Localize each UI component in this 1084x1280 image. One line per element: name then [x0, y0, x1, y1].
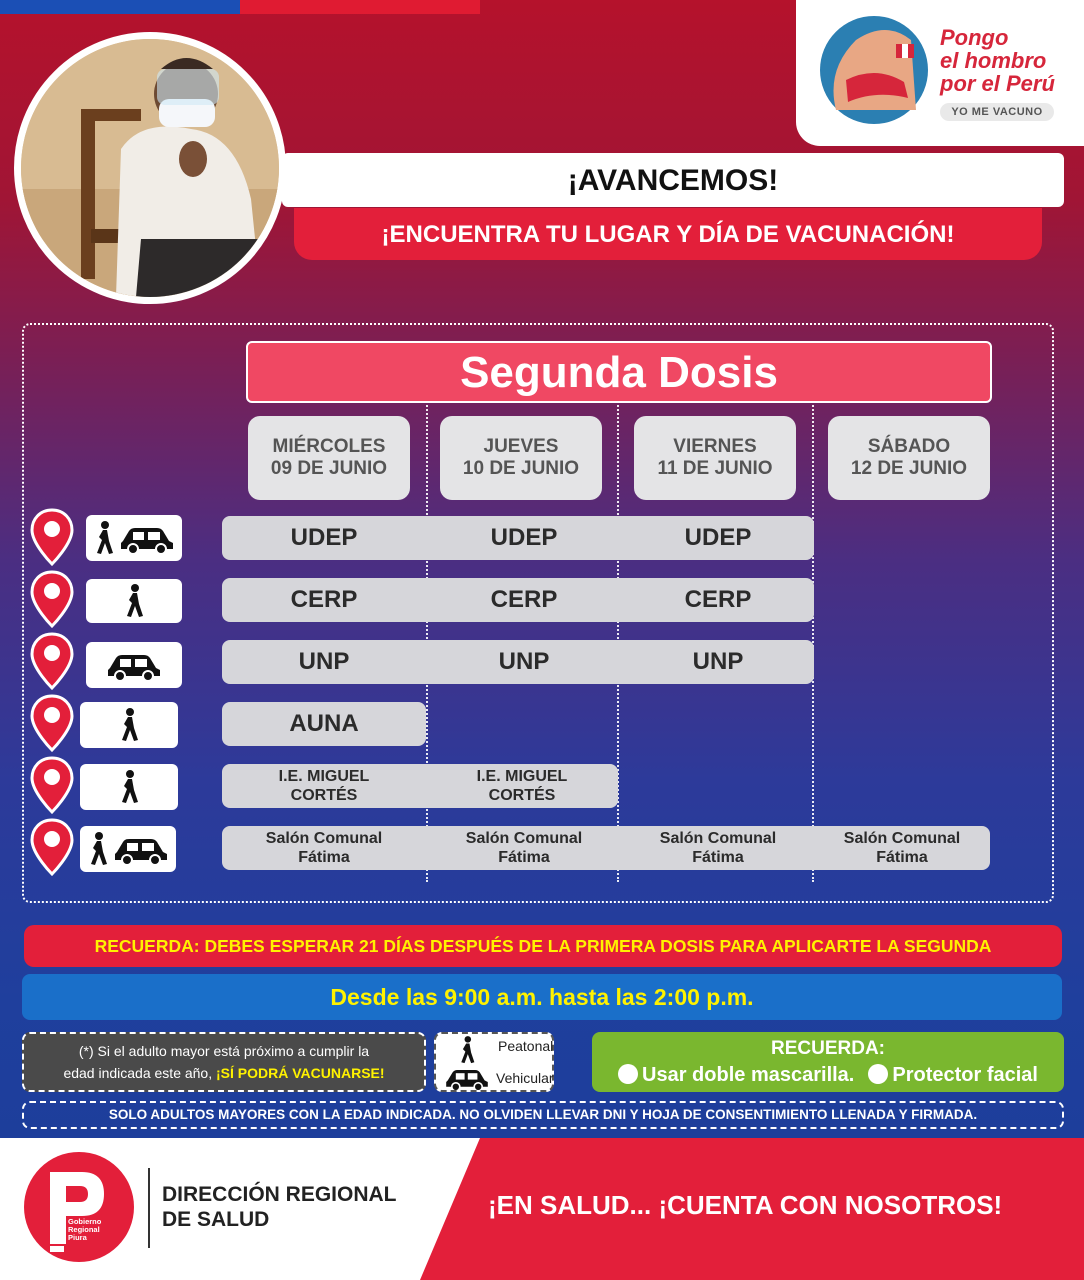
hours-banner: Desde las 9:00 a.m. hasta las 2:00 p.m.: [22, 974, 1062, 1020]
gr-line: Regional: [68, 1225, 100, 1234]
legend-walk-label: Peatonal: [498, 1038, 554, 1054]
venue-cell-line: Fátima: [498, 849, 550, 866]
venue-cell: [222, 764, 426, 808]
venue-cell-line: CORTÉS: [488, 787, 556, 804]
footer-divider: [148, 1168, 150, 1248]
protection-items: [592, 1064, 1064, 1087]
top-stripe-red: [240, 0, 480, 14]
legend-car-label: Vehicular: [496, 1070, 554, 1086]
venue-cell-line: I.E. MIGUEL: [476, 768, 568, 785]
gr-line: Gobierno: [68, 1217, 102, 1226]
venue-cell-line: Fátima: [692, 849, 744, 866]
campaign-pill: YO ME VACUNO: [940, 103, 1054, 121]
venue-cell: UNP: [498, 648, 550, 675]
senior-age-note: [22, 1032, 426, 1092]
venue-cell-line: I.E. MIGUEL: [278, 768, 370, 785]
day-card-thursday: [440, 416, 602, 500]
venue-cell: CERP: [490, 586, 558, 613]
location-pin-icon: [30, 756, 74, 814]
slogan-line-1: Pongo: [940, 25, 1009, 50]
day-card-saturday: [828, 416, 990, 500]
pedestrian-icon: [93, 521, 115, 555]
day-name: SÁBADO: [867, 436, 951, 457]
gobierno-regional-text: [68, 1218, 101, 1242]
venue-cell: [426, 826, 622, 870]
day-date: 09 DE JUNIO: [270, 458, 388, 479]
venue-cell: [426, 764, 618, 808]
day-card-wednesday: [248, 416, 410, 500]
mode-walk: [80, 764, 178, 810]
car-icon: [106, 650, 162, 680]
protection-item: [618, 1064, 854, 1087]
location-pin-icon: [30, 818, 74, 876]
location-pin-icon: [30, 694, 74, 752]
bullet-icon: [868, 1064, 888, 1084]
venue-cell: [622, 826, 814, 870]
venue-cell-line: Salón Comunal: [843, 830, 961, 847]
mode-walk-car: [80, 826, 176, 872]
protection-title: RECUERDA:: [771, 1038, 885, 1059]
day-date: 12 DE JUNIO: [850, 458, 968, 479]
mode-walk: [80, 702, 178, 748]
venue-row-udep: [222, 516, 814, 560]
note-line-2-text: edad indicada este año,: [63, 1065, 217, 1081]
slogan-line-3: por el Perú: [940, 71, 1055, 96]
venue-cell: CERP: [684, 586, 752, 613]
car-icon: [119, 523, 175, 553]
page-title: ¡AVANCEMOS!: [282, 153, 1064, 207]
venue-cell-line: Salón Comunal: [265, 830, 383, 847]
dir-line: DE SALUD: [162, 1208, 270, 1231]
pedestrian-icon: [458, 1036, 476, 1064]
day-name: JUEVES: [483, 436, 559, 457]
pedestrian-icon: [118, 770, 140, 804]
venue-cell: UDEP: [490, 524, 558, 551]
day-name: MIÉRCOLES: [272, 436, 386, 457]
venue-cell-line: Fátima: [876, 849, 928, 866]
day-date: 10 DE JUNIO: [462, 458, 580, 479]
venue-cell-line: Fátima: [298, 849, 350, 866]
note-line-1: (*) Si el adulto mayor está próximo a cumplir la: [78, 1043, 370, 1059]
venue-row-miguel-cortes: [222, 764, 618, 808]
requirements-banner: SOLO ADULTOS MAYORES CON LA EDAD INDICADA. NO OLVIDEN LLEVAR DNI Y HOJA DE CONSENTIMIENTO LLENADA Y FIRMADA.: [22, 1101, 1064, 1129]
bullet-icon: [618, 1064, 638, 1084]
venue-row-salon-fatima: [222, 826, 990, 870]
pedestrian-icon: [87, 832, 109, 866]
dosis-heading: Segunda Dosis: [246, 341, 992, 403]
page-subtitle: ¡ENCUENTRA TU LUGAR Y DÍA DE VACUNACIÓN!: [294, 208, 1042, 260]
senior-photo: [14, 32, 286, 304]
pedestrian-icon: [118, 708, 140, 742]
location-pin-icon: [30, 570, 74, 628]
note-line-2: [24, 1062, 424, 1084]
car-icon: [113, 834, 169, 864]
slogan-line-2: el hombro: [940, 48, 1047, 73]
protection-item: [868, 1064, 1038, 1087]
top-stripe-blue: [0, 0, 240, 14]
day-name: VIERNES: [673, 436, 757, 457]
day-card-friday: [634, 416, 796, 500]
shoulder-vaccine-icon: [816, 10, 934, 132]
day-date: 11 DE JUNIO: [657, 458, 773, 479]
gr-line: Piura: [68, 1233, 87, 1242]
gobierno-regional-logo: [24, 1152, 134, 1262]
mode-car: [86, 642, 182, 688]
campaign-slogan: [940, 26, 1055, 95]
column-divider: [812, 370, 814, 882]
pedestrian-icon: [123, 584, 145, 618]
venue-row-auna: [222, 702, 426, 746]
note-highlight: ¡SÍ PODRÁ VACUNARSE!: [216, 1065, 385, 1081]
venue-row-cerp: [222, 578, 814, 622]
car-icon: [444, 1066, 490, 1090]
direccion-regional-label: [162, 1182, 397, 1232]
protection-item-text: Protector facial: [892, 1064, 1038, 1086]
venue-cell: UDEP: [684, 524, 752, 551]
location-pin-icon: [30, 508, 74, 566]
location-pin-icon: [30, 632, 74, 690]
transport-legend: [434, 1032, 554, 1092]
dir-line: DIRECCIÓN REGIONAL: [162, 1183, 397, 1206]
venue-cell-line: Salón Comunal: [465, 830, 583, 847]
venue-row-unp: [222, 640, 814, 684]
venue-cell: [222, 826, 426, 870]
piura-logo-icon: [24, 1152, 134, 1262]
protection-reminder: [592, 1032, 1064, 1092]
mode-walk: [86, 579, 182, 623]
reminder-banner: RECUERDA: DEBES ESPERAR 21 DÍAS DESPUÉS DE LA PRIMERA DOSIS PARA APLICARTE LA SEGUNDA: [24, 925, 1062, 967]
venue-cell-line: Salón Comunal: [659, 830, 777, 847]
venue-cell: [814, 826, 990, 870]
mode-walk-car: [86, 515, 182, 561]
venue-cell: UDEP: [290, 524, 358, 551]
venue-cell: UNP: [298, 648, 350, 675]
venue-cell: AUNA: [289, 710, 359, 737]
footer-slogan: ¡EN SALUD... ¡CUENTA CON NOSOTROS!: [488, 1190, 1003, 1220]
venue-cell-line: CORTÉS: [290, 787, 358, 804]
venue-cell: CERP: [290, 586, 358, 613]
venue-cell: UNP: [692, 648, 744, 675]
protection-item-text: Usar doble mascarilla.: [642, 1064, 855, 1086]
